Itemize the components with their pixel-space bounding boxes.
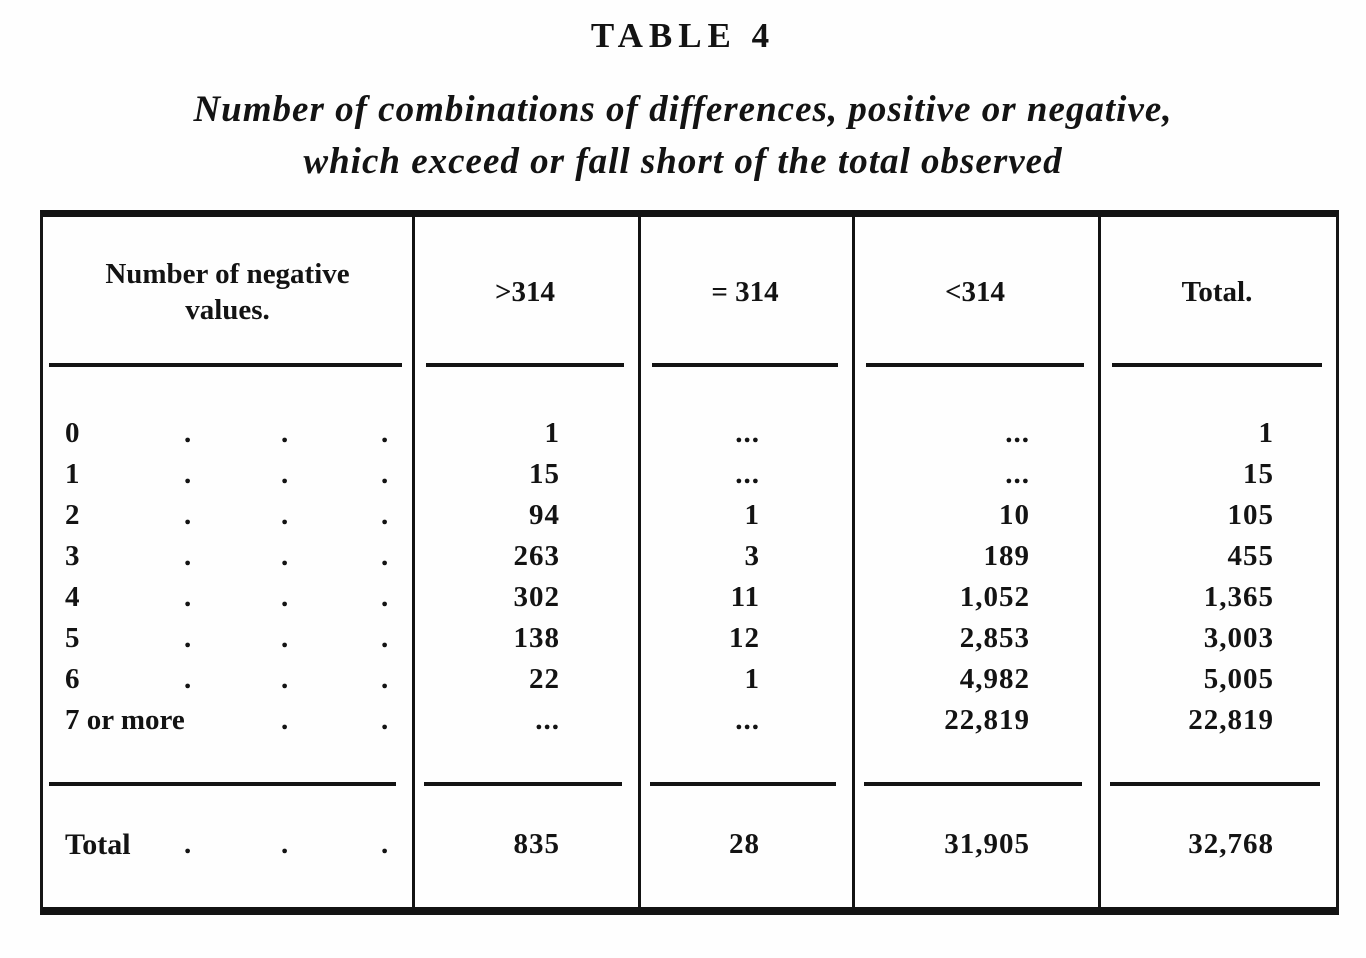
table-title: TABLE 4 — [590, 16, 776, 55]
table-total-row — [43, 782, 1336, 907]
leader-dot: . — [184, 828, 192, 860]
leader-dot: . — [281, 417, 289, 449]
row-label: 2 — [65, 499, 80, 531]
leader-dot: . — [381, 540, 389, 572]
leader-dot: . — [184, 581, 192, 613]
cell-gt314: 22 — [529, 663, 560, 695]
table-subtitle-line2: which exceed or fall short of the total observed — [303, 141, 1063, 182]
total-lt314: 31,905 — [944, 828, 1030, 860]
leader-dot: . — [281, 828, 289, 860]
data-table — [40, 210, 1339, 915]
leader-dot: . — [381, 458, 389, 490]
cell-lt314: ... — [1005, 417, 1030, 449]
leader-dot: . — [184, 622, 192, 654]
cell-gt314: 263 — [513, 540, 560, 572]
row-label: 5 — [65, 622, 80, 654]
total-gt314: 835 — [513, 828, 560, 860]
table-subtitle-line1: Number of combinations of differences, positive or negative, — [193, 89, 1173, 130]
column-header-gt314: >314 — [412, 217, 638, 367]
cell-lt314: 10 — [999, 499, 1030, 531]
cell-total: 1,365 — [1203, 581, 1274, 613]
cell-eq314: ... — [735, 417, 760, 449]
cell-gt314: 1 — [544, 417, 560, 449]
cell-lt314: 1,052 — [959, 581, 1030, 613]
leader-dot: . — [281, 581, 289, 613]
leader-dot: . — [281, 663, 289, 695]
cell-gt314: 94 — [529, 499, 560, 531]
row-label: 3 — [65, 540, 80, 572]
column-header-total: Total. — [1098, 217, 1336, 367]
cell-lt314: ... — [1005, 458, 1030, 490]
leader-dot: . — [381, 622, 389, 654]
leader-dot: . — [381, 828, 389, 860]
total-total: 32,768 — [1188, 828, 1274, 860]
cell-total: 455 — [1227, 540, 1274, 572]
leader-dot: . — [184, 499, 192, 531]
leader-dot: . — [184, 417, 192, 449]
leader-dot: . — [281, 458, 289, 490]
leader-dot: . — [184, 458, 192, 490]
column-header-label — [43, 217, 412, 367]
column-header-lt314: <314 — [852, 217, 1098, 367]
cell-lt314: 2,853 — [959, 622, 1030, 654]
column-header-label-text: Number of negative values. — [105, 258, 350, 326]
cell-eq314: 11 — [730, 581, 760, 613]
leader-dot: . — [281, 499, 289, 531]
leader-dot: . — [281, 622, 289, 654]
cell-gt314: 15 — [529, 458, 560, 490]
cell-eq314: ... — [735, 458, 760, 490]
leader-dot: . — [184, 540, 192, 572]
total-eq314: 28 — [729, 828, 760, 860]
table-subtitle — [0, 84, 1366, 188]
cell-total: 105 — [1227, 499, 1274, 531]
cell-eq314: 1 — [744, 663, 760, 695]
leader-dot: . — [281, 540, 289, 572]
cell-gt314: ... — [535, 704, 560, 736]
cell-total: 22,819 — [1188, 704, 1274, 736]
cell-gt314: 138 — [513, 622, 560, 654]
row-label: 1 — [65, 458, 80, 490]
leader-dot: . — [381, 704, 389, 736]
cell-eq314: 12 — [729, 622, 760, 654]
table-header-row — [43, 217, 1336, 367]
cell-lt314: 189 — [983, 540, 1030, 572]
cell-lt314: 22,819 — [944, 704, 1030, 736]
leader-dot: . — [184, 663, 192, 695]
cell-total: 1 — [1258, 417, 1274, 449]
leader-dot: . — [281, 704, 289, 736]
cell-eq314: 3 — [744, 540, 760, 572]
column-header-eq314: = 314 — [638, 217, 852, 367]
row-label: 6 — [65, 663, 80, 695]
table-body — [43, 367, 1336, 782]
row-label: 0 — [65, 417, 80, 449]
row-label: 4 — [65, 581, 80, 613]
leader-dot: . — [381, 499, 389, 531]
total-row-label: Total — [65, 828, 131, 861]
cell-total: 15 — [1243, 458, 1274, 490]
cell-total: 3,003 — [1203, 622, 1274, 654]
row-label: 7 or more — [65, 704, 185, 736]
cell-eq314: ... — [735, 704, 760, 736]
cell-gt314: 302 — [513, 581, 560, 613]
leader-dot: . — [381, 581, 389, 613]
leader-dot: . — [381, 417, 389, 449]
leader-dot: . — [381, 663, 389, 695]
cell-total: 5,005 — [1203, 663, 1274, 695]
cell-eq314: 1 — [744, 499, 760, 531]
cell-lt314: 4,982 — [959, 663, 1030, 695]
